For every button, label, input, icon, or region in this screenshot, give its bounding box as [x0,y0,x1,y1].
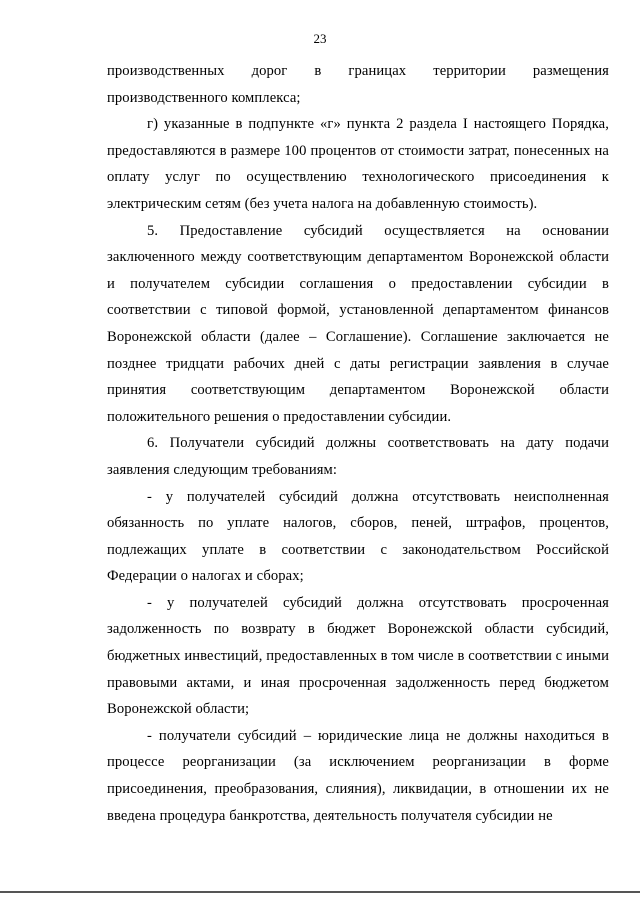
paragraph-4: 6. Получатели субсидий должны соответствовать на дату подачи заявления следующим требованиям: [107,435,609,478]
paragraph-1-line-1: производственных дорог в границах территории размещения [107,63,609,79]
paragraph-6: - у получателей субсидий должна отсутствовать просроченная задолженность по возврату в бюджет Воронежской области субсидий, бюджетных инвестиций, предоставленных в том числе в соответствии с иными правовыми актами, и иная просроченная задолженность перед бюджетом Воронежской области; [107,594,609,718]
paragraph-2: г) указанные в подпункте «г» пункта 2 раздела I настоящего Порядка, предоставляются в размере 100 процентов от стоимости затрат, понесенных на оплату услуг по осуществлению технологического присоединения к электрическим сетям (без учета налога на добавленную стоимость). [107,116,609,212]
paragraph-7: - получатели субсидий – юридические лица не должны находиться в процессе реорганизации (за исключением реорганизации в форме присоединения, преобразования, слияния), ликвидации, в отношении их не введена процедура банкротства, деятельность получателя субсидии не [107,727,609,824]
paragraph-3: 5. Предоставление субсидий осуществляется на основании заключенного между соответствующим департаментом Воронежской области и получателем субсидии соглашения о предоставлении субсидии в соответствии с типовой формой, установленной департаментом финансов Воронежской области (далее – Соглашение). Соглашение заключается не позднее тридцати рабочих дней с даты регистрации заявления в случае принятия соответствующим департаментом Воронежской области положительного решения о предоставлении субсидии. [107,222,609,425]
paragraph-1-line-2: производственного комплекса; [107,89,301,106]
paragraph-5: - у получателей субсидий должна отсутствовать неисполненная обязанность по уплате налогов, сборов, пеней, штрафов, процентов, подлежащих уплате в соответствии с законодательством Российской Федерации о налогах и сборах; [107,488,609,585]
document-body [107,58,609,829]
page-number: 23 [313,31,327,46]
bottom-scan-edge [0,891,640,893]
paragraph-1 [107,58,609,111]
